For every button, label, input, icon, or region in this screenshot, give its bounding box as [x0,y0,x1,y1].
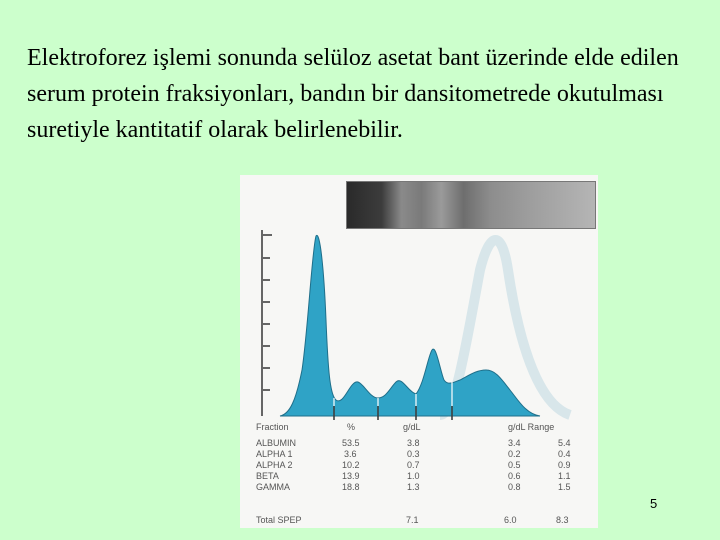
total-gdl: 7.1 [406,515,419,525]
header-gdl: g/dL [403,422,421,432]
densitometer-trace [240,230,598,420]
row-name: ALPHA 2 [256,460,293,470]
row-range-low: 0.6 [508,471,521,481]
row-percent: 13.9 [342,471,360,481]
row-range-high: 5.4 [558,438,571,448]
axis-ticks [262,230,272,416]
row-gdl: 1.3 [407,482,420,492]
total-name: Total SPEP [256,515,302,525]
electrophoresis-figure [240,175,598,528]
row-gdl: 0.7 [407,460,420,470]
page-number: 5 [650,496,658,511]
row-percent: 10.2 [342,460,360,470]
slide-paragraph: Elektroforez işlemi sonunda selüloz asetat bant üzerinde elde edilen serum protein fraksiyonları, bandın bir dansitometrede okutulması suretiyle kantitatif olarak belirlenebilir. [27,45,679,143]
row-name: ALPHA 1 [256,449,293,459]
row-gdl: 0.3 [407,449,420,459]
row-range-low: 3.4 [508,438,521,448]
row-range-high: 0.9 [558,460,571,470]
header-range: g/dL Range [508,422,555,432]
row-range-low: 0.8 [508,482,521,492]
row-percent: 3.6 [344,449,357,459]
row-range-high: 1.5 [558,482,571,492]
row-range-low: 0.5 [508,460,521,470]
header-percent: % [347,422,356,432]
row-gdl: 3.8 [407,438,420,448]
fraction-table [240,420,598,528]
header-fraction: Fraction [256,422,289,432]
row-percent: 53.5 [342,438,360,448]
gel-strip-image [346,181,596,229]
row-gdl: 1.0 [407,471,420,481]
row-percent: 18.8 [342,482,360,492]
row-range-high: 0.4 [558,449,571,459]
total-range-high: 8.3 [556,515,569,525]
row-range-low: 0.2 [508,449,521,459]
row-range-high: 1.1 [558,471,571,481]
densitogram-curve [280,235,540,416]
row-name: BETA [256,471,279,481]
row-name: ALBUMIN [256,438,297,448]
total-range-low: 6.0 [504,515,517,525]
row-name: GAMMA [256,482,291,492]
